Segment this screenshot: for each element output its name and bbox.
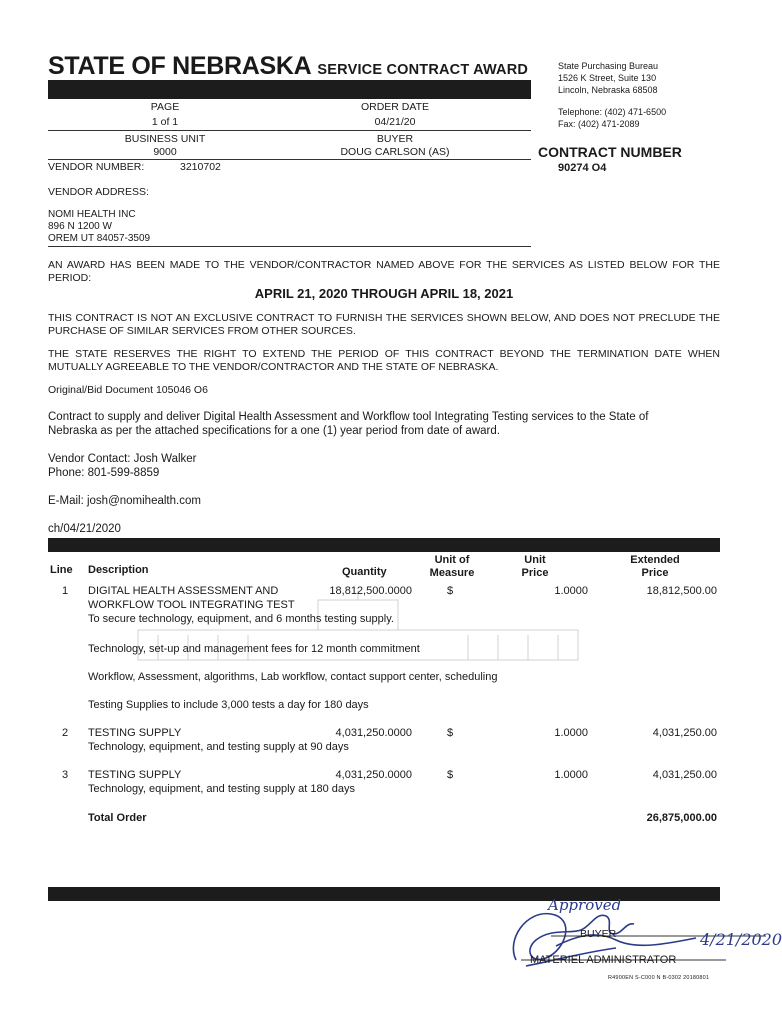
page-value: 1 of 1 xyxy=(151,116,179,128)
title-state: STATE OF NEBRASKA xyxy=(48,52,312,80)
col-line-header: Line xyxy=(50,564,73,576)
col-uom-header-2: Measure xyxy=(429,567,475,579)
row1-unit-price: 1.0000 xyxy=(554,585,588,597)
row1-desc-2: WORKFLOW TOOL INTEGRATING TEST xyxy=(88,599,295,611)
approved-handwriting: Approved xyxy=(548,896,622,914)
business-unit-value: 9000 xyxy=(153,146,177,158)
order-date-value: 04/21/20 xyxy=(374,116,416,128)
row1-quantity: 18,812,500.0000 xyxy=(329,585,412,597)
row2-note: Technology, equipment, and testing supply at 90 days xyxy=(88,741,349,753)
col-uom-header xyxy=(422,554,482,580)
row3-desc: TESTING SUPPLY xyxy=(88,769,182,781)
col-unit-price-header-2: Price xyxy=(521,567,549,579)
vendor-email: E-Mail: josh@nomihealth.com xyxy=(48,495,201,507)
vendor-contact: Vendor Contact: Josh Walker xyxy=(48,453,197,465)
form-code: R4900EN S-C000 N B-0302 20180801 xyxy=(608,975,710,981)
bid-document: Original/Bid Document 105046 O6 xyxy=(48,384,208,396)
row2-quantity: 4,031,250.0000 xyxy=(335,727,412,739)
vendor-street: 896 N 1200 W xyxy=(48,221,112,232)
initials-date: ch/04/21/2020 xyxy=(48,523,121,535)
row1-note-1: To secure technology, equipment, and 6 months testing supply. xyxy=(88,613,394,625)
buyer-value: DOUG CARLSON (AS) xyxy=(340,146,450,158)
col-description-header: Description xyxy=(88,564,149,576)
page-title xyxy=(48,52,528,81)
col-quantity-header: Quantity xyxy=(342,566,387,578)
row1-ext-price: 18,812,500.00 xyxy=(646,585,717,597)
contract-description: Contract to supply and deliver Digital Health Assessment and Workflow tool Integrating Testing services to the State of Nebraska as per the attached specifications for a one (1) year period from date of award. xyxy=(48,411,649,437)
row3-note: Technology, equipment, and testing supply at 180 days xyxy=(88,783,356,795)
materiel-administrator-label: MATERIEL ADMINISTRATOR xyxy=(530,954,677,966)
col-ext-header-1: Extended xyxy=(630,554,680,566)
row2-unit-price: 1.0000 xyxy=(554,727,588,739)
buyer-label: BUYER xyxy=(376,133,414,145)
header-bar xyxy=(48,80,531,99)
non-exclusive-text: THIS CONTRACT IS NOT AN EXCLUSIVE CONTRACT TO FURNISH THE SERVICES SHOWN BELOW, AND DOES NOT PRECLUDE THE PURCHASE OF SIMILAR SERVICES FROM OTHER SOURCES. xyxy=(48,312,720,337)
buyer-signature-label: BUYER xyxy=(580,928,617,940)
row1-uom: $ xyxy=(447,585,454,597)
award-text: AN AWARD HAS BEEN MADE TO THE VENDOR/CONTRACTOR NAMED ABOVE FOR THE SERVICES AS LISTED BELOW FOR THE PERIOD: xyxy=(48,259,720,284)
row3-ext-price: 4,031,250.00 xyxy=(652,769,717,781)
signature-date: 4/21/2020 xyxy=(700,930,782,949)
divider xyxy=(48,130,531,131)
col-uom-header-1: Unit of xyxy=(434,554,470,566)
row2-ext-price: 4,031,250.00 xyxy=(652,727,717,739)
contract-number-value: 90274 O4 xyxy=(558,162,607,174)
vendor-number-label: VENDOR NUMBER: xyxy=(48,161,145,173)
vendor-phone: Phone: 801-599-8859 xyxy=(48,467,160,479)
vendor-address-label: VENDOR ADDRESS: xyxy=(48,186,149,198)
bureau-line-1: State Purchasing Bureau xyxy=(558,61,659,71)
divider xyxy=(48,246,531,247)
order-date-label: ORDER DATE xyxy=(360,101,430,113)
bureau-line-2: 1526 K Street, Suite 130 xyxy=(558,73,657,83)
table-header-bar xyxy=(48,538,720,552)
col-unit-price-header xyxy=(505,554,565,580)
contract-period: APRIL 21, 2020 THROUGH APRIL 18, 2021 xyxy=(254,286,514,301)
row3-line: 3 xyxy=(62,769,69,781)
col-unit-price-header-1: Unit xyxy=(524,554,546,566)
bureau-line-3: Lincoln, Nebraska 68508 xyxy=(558,85,658,95)
vendor-number-value: 3210702 xyxy=(180,161,221,173)
page-label: PAGE xyxy=(150,101,180,113)
bureau-address xyxy=(558,60,666,130)
row3-uom: $ xyxy=(447,769,454,781)
vendor-city: OREM UT 84057-3509 xyxy=(48,233,151,244)
row1-note-4: Testing Supplies to include 3,000 tests a day for 180 days xyxy=(88,699,369,711)
contract-number-label: CONTRACT NUMBER xyxy=(538,144,682,160)
row3-unit-price: 1.0000 xyxy=(554,769,588,781)
title-subtitle: SERVICE CONTRACT AWARD xyxy=(317,62,529,78)
bureau-phone: Telephone: (402) 471-6500 xyxy=(558,107,667,117)
row1-line: 1 xyxy=(62,585,69,597)
row1-note-3: Workflow, Assessment, algorithms, Lab workflow, contact support center, scheduling xyxy=(88,671,498,683)
col-ext-header-2: Price xyxy=(641,567,669,579)
business-unit-label: BUSINESS UNIT xyxy=(124,133,206,145)
extension-text: THE STATE RESERVES THE RIGHT TO EXTEND THE PERIOD OF THIS CONTRACT BEYOND THE TERMINATION DATE WHEN MUTUALLY AGREEABLE TO THE VENDOR/CONTRACTOR AND THE STATE OF NEBRASKA. xyxy=(48,348,720,373)
row1-desc-1: DIGITAL HEALTH ASSESSMENT AND xyxy=(88,585,279,597)
row3-quantity: 4,031,250.0000 xyxy=(335,769,412,781)
row2-line: 2 xyxy=(62,727,69,739)
row2-uom: $ xyxy=(447,727,454,739)
bureau-fax: Fax: (402) 471-2089 xyxy=(558,119,640,129)
row2-desc: TESTING SUPPLY xyxy=(88,727,182,739)
vendor-address xyxy=(48,209,150,245)
col-extended-price-header xyxy=(615,554,695,580)
row1-note-2: Technology, set-up and management fees for 12 month commitment xyxy=(88,643,420,655)
total-value: 26,875,000.00 xyxy=(646,812,717,824)
total-label: Total Order xyxy=(88,812,147,824)
vendor-name: NOMI HEALTH INC xyxy=(48,209,136,220)
divider xyxy=(48,159,531,160)
